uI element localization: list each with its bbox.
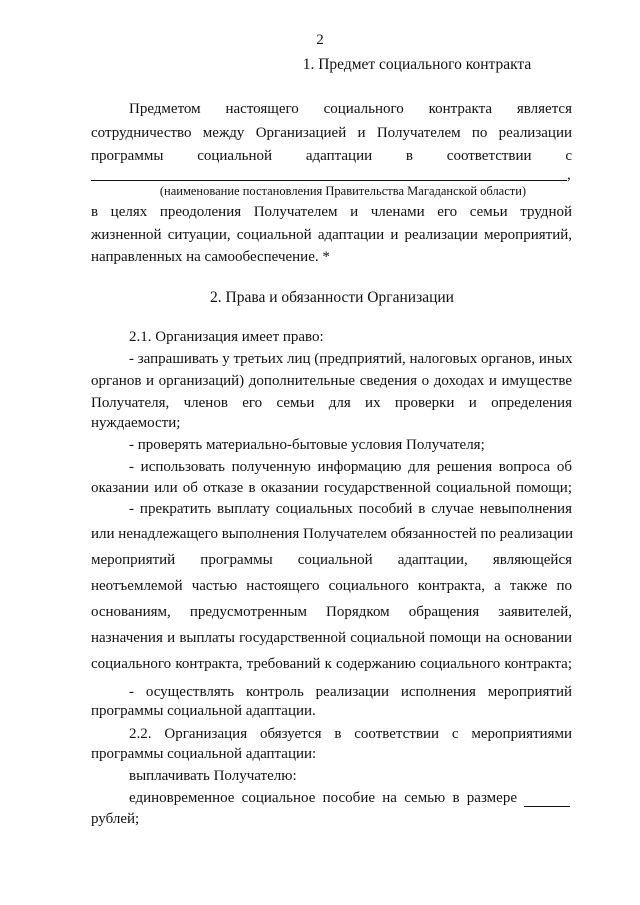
p21-line-9: или ненадлежащего выполнения Получателем обязанностей по реализации	[91, 526, 573, 542]
section-2-heading: 2. Права и обязанности Организации	[210, 289, 454, 306]
p21-line-12: основаниям, предусмотренным Порядком обращения заявителей,	[91, 604, 572, 620]
page-number: 2	[316, 32, 324, 48]
p22-line-4: единовременное социальное пособие на семью в размере	[129, 790, 517, 806]
s1-after-line-3: направленных на самообеспечение. *	[91, 249, 330, 265]
amount-blank-line	[524, 806, 570, 807]
blank-trailing-comma: ,	[567, 167, 571, 183]
p21-line-4: нуждаемости;	[91, 415, 181, 431]
p22-line-1: 2.2. Организация обязуется в соответствии с мероприятиями	[129, 726, 572, 742]
p21-line-10: мероприятий программы социальной адаптации, являющейся	[91, 552, 572, 568]
s1-line-1: Предметом настоящего социального контракта является	[129, 101, 572, 117]
p21-line-3: Получателя, членов его семьи для их проверки и определения	[91, 395, 572, 411]
s1-after-line-2: жизненной ситуации, социальной адаптации и реализации мероприятий,	[91, 227, 572, 243]
p21-line-6: - использовать полученную информацию для решения вопроса об	[129, 459, 572, 475]
blank-caption: (наименование постановления Правительства Магаданской области)	[159, 184, 527, 198]
fill-in-blank-line	[91, 180, 567, 181]
s1-after-line-1: в целях преодоления Получателем и членами его семьи трудной	[91, 204, 572, 220]
p21-line-15: - осуществлять контроль реализации исполнения мероприятий	[129, 684, 572, 700]
p21-title: 2.1. Организация имеет право:	[129, 329, 324, 345]
p21-line-16: программы социальной адаптации.	[91, 703, 316, 719]
p21-line-7: оказании или об отказе в оказании государственной социальной помощи;	[91, 480, 572, 496]
s1-line-3: программы социальной адаптации в соответствии с	[91, 148, 572, 164]
p21-line-1: - запрашивать у третьих лиц (предприятий, налоговых органов, иных	[129, 351, 573, 367]
section-1-heading: 1. Предмет социального контракта	[302, 56, 532, 73]
p21-line-5: - проверять материально-бытовые условия Получателя;	[129, 437, 485, 453]
p21-line-2: органов и организаций) дополнительные сведения о доходах и имуществе	[91, 373, 572, 389]
p21-line-11: неотъемлемой частью настоящего социального контракта, а также по	[91, 578, 572, 594]
p22-line-5: рублей;	[91, 811, 140, 827]
p21-line-8: - прекратить выплату социальных пособий в случае невыполнения	[129, 501, 572, 517]
p21-line-14: социального контракта, требований к содержанию социального контракта;	[91, 656, 572, 672]
p21-line-13: назначения и выплаты государственной социальной помощи на основании	[91, 630, 572, 646]
s1-line-2: сотрудничество между Организацией и Получателем по реализации	[91, 125, 572, 141]
p22-line-3: выплачивать Получателю:	[129, 768, 297, 784]
p22-line-2: программы социальной адаптации:	[91, 746, 317, 762]
